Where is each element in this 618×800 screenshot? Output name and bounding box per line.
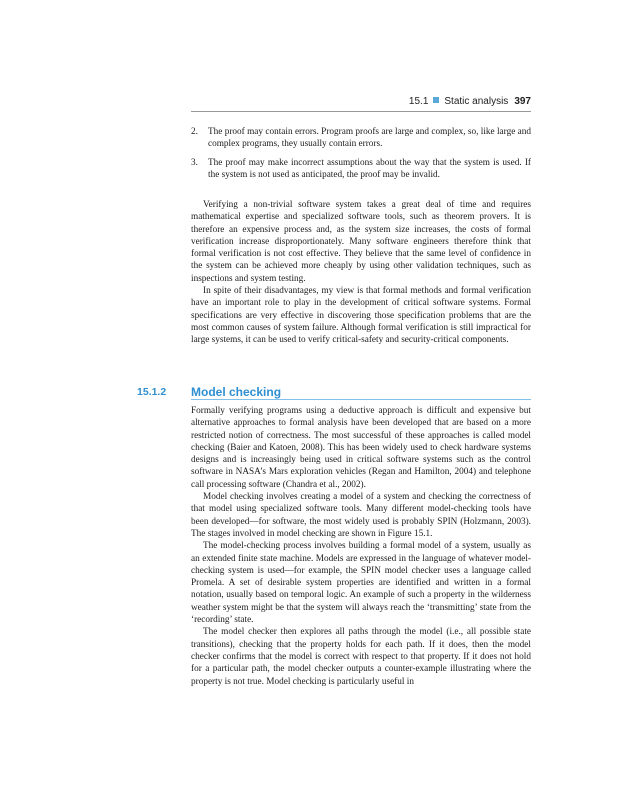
section-title: Model checking [191, 385, 282, 399]
paragraph: The model checker then explores all paths through the model (i.e., all possible state transitions), checking that the property holds for each path. If it does, then the model checker confirms that the model is correct with respect to that property. If it does not hold for a particular path, the model checker outputs a counter-example illustrating where the property is not true. Model checking is particularly useful in [191, 627, 531, 687]
body-text-before-section [191, 199, 531, 347]
paragraph: In spite of their disadvantages, my view is that formal methods and formal verification have an important role to play in the development of critical software systems. Formal specifications are very effective in discovering those specification problems that are the most common causes of system failure. Although formal verification is still impractical for large systems, it can be used to verify critical-safety and security-critical components. [191, 286, 531, 346]
header-section-number: 15.1 [408, 96, 429, 107]
list-item-number: 2. [191, 127, 198, 137]
list-item-text: The proof may make incorrect assumptions about the way that the system is used. If the system is not used as anticipated, the proof may be invalid. [208, 157, 531, 180]
list-item [191, 126, 531, 151]
numbered-list [191, 126, 531, 187]
list-item-number: 3. [191, 157, 198, 168]
paragraph: The model-checking process involves building a formal model of a system, usually as an extended finite state machine. Models are expressed in the language of whatever model-checking system is used—for example, the SPIN model checker uses a language called Promela. A set of desirable system properties are identified and written in a formal notation, usually based on temporal logic. An example of such a property in the wilderness weather system might be that the system will always reach the ‘transmitting’ state from the ‘recording’ state. [191, 541, 531, 626]
section-heading [137, 385, 531, 401]
header-rule [191, 111, 531, 112]
paragraph: Formally verifying programs using a deductive approach is difficult and expensive but alternative approaches to formal analysis have been developed that are based on a more restricted notion of correctness. The most successful of these approaches is called model checking (Baier and Katoen, 2008). This has been widely used to check hardware systems designs and is increasingly being used in critical software systems such as the control software in NASA’s Mars exploration vehicles (Regan and Hamilton, 2004) and telephone call processing software (Chandra et al., 2002). [191, 406, 531, 490]
section-title-rule [191, 399, 531, 400]
header-section-title: Static analysis [444, 96, 509, 107]
section-number: 15.1.2 [137, 386, 167, 398]
paragraph: Verifying a non-trivial software system takes a great deal of time and requires mathematical expertise and specialized software tools, such as theorem provers. It is therefore an expensive process and, as the system size increases, the costs of formal verification increase disproportionately. Many software engineers therefore think that formal verification is not cost effective. They believe that the same level of confidence in the system can be achieved more cheaply by using other validation techniques, such as inspections and system testing. [191, 200, 531, 284]
page-number: 397 [514, 96, 531, 107]
paragraph: Model checking involves creating a model of a system and checking the correctness of that model using specialized software tools. Many different model-checking tools have been developed—for software, the most widely used is probably SPIN (Holzmann, 2003). The stages involved in model checking are shown in Figure 15.1. [191, 492, 531, 539]
running-header [191, 96, 531, 110]
list-item [191, 157, 531, 182]
list-item-text: The proof may contain errors. Program proofs are large and complex, so, like large and complex programs, they usually contain errors. [208, 127, 531, 150]
body-text-after-section [191, 405, 531, 688]
square-bullet-icon [433, 97, 439, 103]
